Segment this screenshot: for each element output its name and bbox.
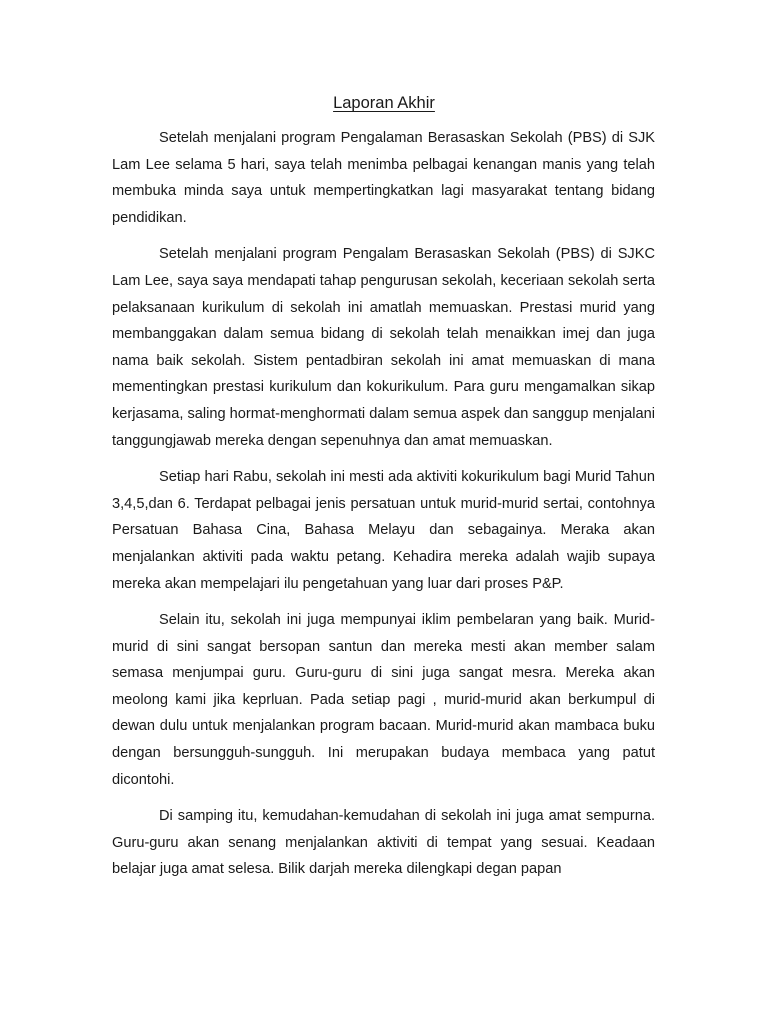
- paragraph: Setelah menjalani program Pengalam Berasaskan Sekolah (PBS) di SJKC Lam Lee, saya saya mendapati tahap pengurusan sekolah, keceriaan sekolah serta pelaksanaan kurikulum di sekolah ini amatlah memuaskan. Prestasi murid yang membanggakan dalam semua bidang di sekolah telah menaikkan imej dan juga nama baik sekolah. Sistem pentadbiran sekolah ini amat memuaskan di mana mementingkan prestasi kurikulum dan kokurikulum. Para guru mengamalkan sikap kerjasama, saling hormat-menghormati dalam semua aspek dan sanggup menjalani tanggungjawab mereka dengan sepenuhnya dan amat memuaskan.: [112, 246, 655, 449]
- document-title: Laporan Akhir: [333, 94, 435, 112]
- paragraph: Setiap hari Rabu, sekolah ini mesti ada aktiviti kokurikulum bagi Murid Tahun 3,4,5,dan 6. Terdapat pelbagai jenis persatuan untuk murid-murid sertai, contohnya Persatuan Bahasa Cina, Bahasa Melayu dan sebagainya. Meraka akan menjalankan aktiviti pada waktu petang. Kehadira mereka adalah wajib supaya mereka akan mempelajari ilu pengetahuan yang luar dari proses P&P.: [112, 469, 655, 592]
- paragraph: Selain itu, sekolah ini juga mempunyai iklim pembelaran yang baik. Murid-murid di sini sangat bersopan santun dan mereka mesti akan member salam semasa menjumpai guru. Guru-guru di sini juga sangat mesra. Mereka akan meolong kami jika keprluan. Pada setiap pagi , murid-murid akan berkumpul di dewan dulu untuk menjalankan program bacaan. Murid-murid akan mambaca buku dengan bersungguh-sungguh. Ini merupakan budaya membaca yang patut dicontohi.: [112, 612, 655, 788]
- document-body: [112, 125, 655, 893]
- paragraph: Di samping itu, kemudahan-kemudahan di sekolah ini juga amat sempurna. Guru-guru akan senang menjalankan aktiviti di tempat yang sesuai. Keadaan belajar juga amat selesa. Bilik darjah mereka dilengkapi degan papan: [112, 808, 655, 878]
- paragraph: Setelah menjalani program Pengalaman Berasaskan Sekolah (PBS) di SJK Lam Lee selama 5 hari, saya telah menimba pelbagai kenangan manis yang telah membuka minda saya untuk mempertingkatkan lagi masyarakat tentang bidang pendidikan.: [112, 130, 655, 226]
